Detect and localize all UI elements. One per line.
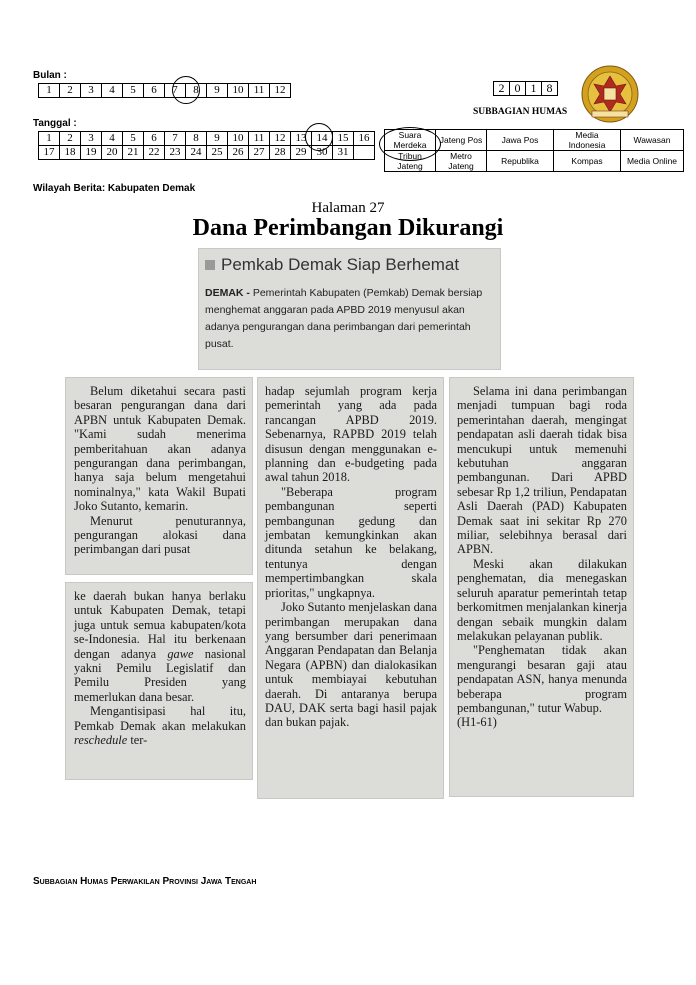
- tanggal-cell: 11: [249, 132, 270, 146]
- media-cell: Media Online: [621, 151, 684, 172]
- bulan-cell: 2: [60, 84, 81, 98]
- subbagian-humas-label: SUBBAGIAN HUMAS: [473, 107, 568, 117]
- tanggal-cell: 8: [186, 132, 207, 146]
- tanggal-cell: 13: [291, 132, 312, 146]
- wilayah-berita: Wilayah Berita: Kabupaten Demak: [33, 183, 196, 194]
- tanggal-label: Tanggal :: [33, 118, 77, 129]
- bulan-grid: [38, 83, 291, 98]
- tanggal-cell: 20: [102, 146, 123, 160]
- tanggal-cell: 16: [354, 132, 375, 146]
- tanggal-cell: 23: [165, 146, 186, 160]
- clip-header: [198, 248, 501, 370]
- bulan-cell: 11: [249, 84, 270, 98]
- tanggal-cell: 22: [144, 146, 165, 160]
- clip-lead: DEMAK - Pemerintah Kabupaten (Pemkab) Demak bersiap menghemat anggaran pada APBD 2019 menyusul akan adanya pengurangan dana perimbangan dari pemerintah pusat.: [205, 287, 483, 350]
- col1-paragraph-4: Mengantisipasi hal itu, Pemkab Demak akan melakukan reschedule ter-: [74, 704, 246, 748]
- media-cell: Republika: [487, 151, 554, 172]
- bulan-cell: 4: [102, 84, 123, 98]
- tanggal-cell: 27: [249, 146, 270, 160]
- tanggal-cell: 6: [144, 132, 165, 146]
- col3-signature: (H1-61): [457, 715, 497, 730]
- col1-paragraph-1: Belum diketahui secara pasti besaran pengurangan dana dari APBN untuk Kabupaten Demak. "Kami sudah menerima pemberitahuan akan adanya pengurangan dana perimbangan, hanya saja belum mengetahui nominalnya," kata Wakil Bupati Joko Sutanto, kemarin.: [74, 384, 246, 514]
- tanggal-cell: 24: [186, 146, 207, 160]
- bulan-cell: 9: [207, 84, 228, 98]
- clip-col1-top: [65, 377, 253, 575]
- media-cell: Jateng Pos: [436, 130, 487, 151]
- year-digit-cell: 2: [494, 82, 510, 96]
- halaman-label: Halaman 27: [311, 200, 385, 216]
- col1-paragraph-3: ke daerah bukan hanya berlaku untuk Kabupaten Demak, tetapi juga untuk semua kabupaten/kota se-Indonesia. Hal itu berkenaan dengan adanya gawe nasional yakni Pemilu Legislatif dan Pemilu Presiden yang memerlukan dana besar.: [74, 589, 247, 704]
- tanggal-cell: 15: [333, 132, 354, 146]
- tanggal-cell: 7: [165, 132, 186, 146]
- tanggal-cell: 26: [228, 146, 249, 160]
- col3-paragraph-3: "Penghematan tidak akan mengurangi besaran gaji atau pendapatan ASN, hanya menunda beberapa program pembangunan," tutur Wabup.: [457, 643, 627, 715]
- clip-col2: [257, 377, 444, 799]
- bulan-cell: 12: [270, 84, 291, 98]
- year-digit-cell: 0: [510, 82, 526, 96]
- media-cell: Wawasan: [621, 130, 684, 151]
- tanggal-cell: [354, 146, 375, 160]
- square-bullet-icon: [205, 260, 215, 270]
- headline: Dana Perimbangan Dikurangi: [192, 215, 504, 241]
- bulan-cell: 10: [228, 84, 249, 98]
- bulan-cell: 6: [144, 84, 165, 98]
- tanggal-cell: 25: [207, 146, 228, 160]
- col3-paragraph-1: Selama ini dana perimbangan menjadi tumpuan bagi roda pemerintahan daerah, mengingat pendapatan asli daerah tidak bisa mencukupi untuk memenuhi kebutuhan anggaran pembangunan. Dari APBD sebesar Rp 1,2 triliun, Pendapatan Asli Daerah (PAD) Kabupaten Demak saat ini sekitar Rp 270 miliar, selebihnya berasal dari APBN.: [457, 384, 627, 557]
- media-cell: Jawa Pos: [487, 130, 554, 151]
- media-cell: Suara Merdeka: [385, 130, 436, 151]
- media-cell: Media Indonesia: [554, 130, 621, 151]
- bulan-cell: 1: [39, 84, 60, 98]
- clip-col3: [449, 377, 634, 797]
- media-cell: Tribun Jateng: [385, 151, 436, 172]
- tanggal-cell: 30: [312, 146, 333, 160]
- col1-paragraph-2: Menurut penuturannya, pengurangan alokasi dana perimbangan dari pusat: [74, 513, 246, 557]
- tanggal-cell: 31: [333, 146, 354, 160]
- col2-paragraph-1: hadap sejumlah program kerja pemerintah yang ada pada rancangan APBD 2019. Sebenarnya, RAPBD 2019 telah disusun dengan menggunakan e-planning dan e-budgeting pada awal tahun 2018.: [265, 384, 437, 485]
- tanggal-cell: 9: [207, 132, 228, 146]
- tanggal-cell: 4: [102, 132, 123, 146]
- tanggal-cell: 21: [123, 146, 144, 160]
- col2-paragraph-3: Joko Sutanto menjelaskan dana perimbangan merupakan dana yang bersumber dari penerimaan Anggaran Pendapatan dan Belanja Negara (APBN) dan dialokasikan untuk membiayai kebutuhan daerah. Di antaranya berupa DAU, DAK serta bagi hasil pajak dan bukan pajak.: [265, 600, 437, 730]
- clip-col1-bottom: [65, 582, 253, 780]
- year-grid: [493, 81, 558, 96]
- tanggal-cell: 28: [270, 146, 291, 160]
- year-digit-cell: 8: [542, 82, 558, 96]
- year-digit-cell: 1: [526, 82, 542, 96]
- tanggal-cell: 12: [270, 132, 291, 146]
- bulan-cell: 8: [186, 84, 207, 98]
- tanggal-selected-circle: [305, 123, 333, 151]
- tanggal-cell: 19: [81, 146, 102, 160]
- media-selected-circle: [379, 127, 441, 161]
- col2-paragraph-2: "Beberapa program pembangunan seperti pembangunan gedung dan jembatan kemungkinkan akan ditunda setahun ke belakang, tentunya dengan mempertimbangkan skala prioritas," ungkapnya.: [265, 484, 437, 600]
- clip-subheadline: Pemkab Demak Siap Berhemat: [221, 255, 460, 274]
- tanggal-cell: 17: [39, 146, 60, 160]
- col3-paragraph-2: Meski akan dilakukan penghematan, dia menegaskan seluruh aparatur pemerintah tetap berkomitmen menjalankan kinerja dengan sebaik mungkin dalam melakukan pelayanan publik.: [457, 556, 627, 643]
- media-cell: Kompas: [554, 151, 621, 172]
- footer: Subbagian Humas Perwakilan Provinsi Jawa Tengah: [33, 876, 257, 887]
- bulan-cell: 3: [81, 84, 102, 98]
- tanggal-cell: 2: [60, 132, 81, 146]
- garuda-emblem-icon: [580, 64, 640, 124]
- bulan-cell: 7: [165, 84, 186, 98]
- tanggal-cell: 3: [81, 132, 102, 146]
- tanggal-cell: 18: [60, 146, 81, 160]
- tanggal-cell: 5: [123, 132, 144, 146]
- media-cell: Metro Jateng: [436, 151, 487, 172]
- tanggal-cell: 10: [228, 132, 249, 146]
- tanggal-cell: 29: [291, 146, 312, 160]
- tanggal-cell: 14: [312, 132, 333, 146]
- bulan-label: Bulan :: [33, 70, 67, 81]
- tanggal-cell: 1: [39, 132, 60, 146]
- bulan-cell: 5: [123, 84, 144, 98]
- bulan-selected-circle: [172, 76, 200, 104]
